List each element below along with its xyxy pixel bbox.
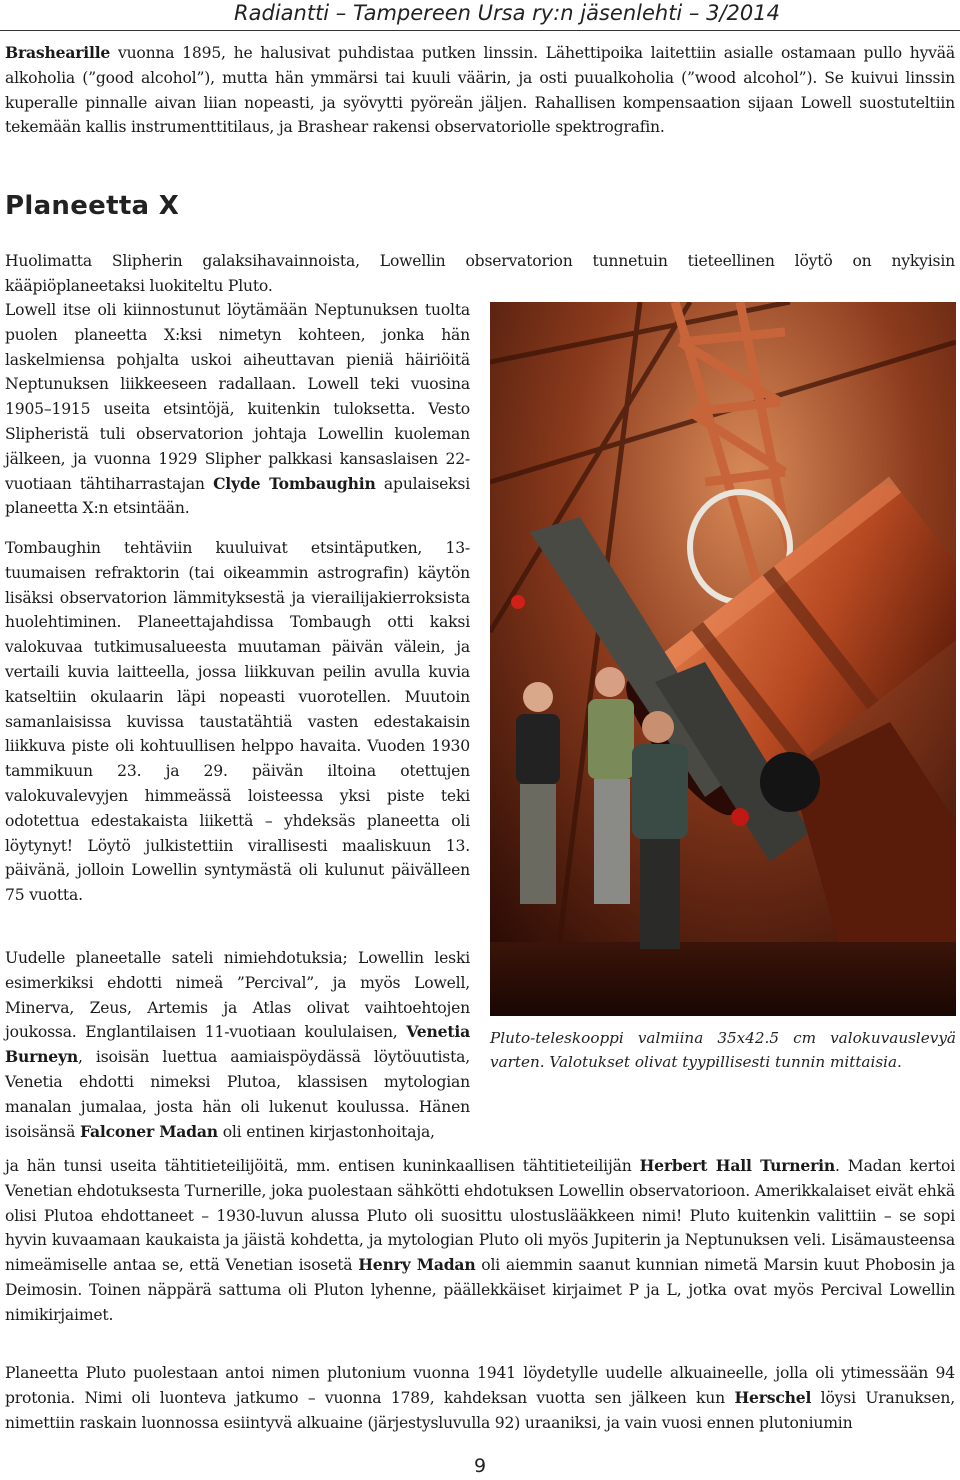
paragraph-naming-continued: ja hän tunsi useita tähtitieteilijöitä, mm. entisen kuninkaallisen tähtitieteilijän Herbert Hall Turnerin. Madan kertoi Venetian ehdotuksesta Turnerille, joka puolestaan sähkötti ehdotuksen Lowellin observatorioon. Amerikkalaiset eivät ehkä olisi Plutoa ehdottaneet – 1930-luvun alussa Pluto oli suosittu ulostuslääkkeen nimi! Pluto kuitenkin valittiin – se sopi hyvin kuvaamaan kaukaista ja jäistä kohdetta, ja mytologian Pluto oli myös Jupiterin ja Neptunuksen veli. Lisämausteensa nimeämiselle antaa se, että Venetian isosetä Henry Madan oli aiemmin saanut kunnian nimetä Marsin kuut Phobosin ja Deimosin. Toinen näppärä sattuma oli Pluton lyhenne, päällekkäiset kirjaimet P ja L, jotka ovat myös Percival Lowellin nimikirjaimet. <box>5 1156 955 1324</box>
paragraph-planet-x-intro: Huolimatta Slipherin galaksihavainnoista, Lowellin observatorion tunnetuin tieteellinen löytö on nykyisin kääpiöplaneetaksi luokiteltu Pluto. <box>5 252 955 295</box>
bold-name-turner: Herbert Hall Turnerin <box>639 1156 836 1175</box>
bold-name-herschel: Herschel <box>734 1387 812 1407</box>
paragraph-tombaugh-work: Tombaughin tehtäviin kuuluivat etsintäputken, 13-tuumaisen refraktorin (tai oikeammin astrografin) käytön lisäksi observatorion lämmityksestä ja vierailijakierroksista huolehtiminen. Planeettajahdissa Tombaugh otti kaksi valokuvaa tutkimusalueesta muutaman päivän välein, ja vertaili kuvia laitteella, jossa liikkuvan peilin avulla kuvia katseltiin okulaarin läpi nopeasti vuorotellen. Muutoin samanlaisissa kuvissa taustatähtiä vasten edestakaisin liikkuva piste oli kohtuullisen helppo havaita. Vuoden 1930 tammikuun 23. ja 29. päivän iltoina otettujen valokuvalevyjen himmeässä loisteessa yksi piste teki odotettua edestakaista liikettä – yhdeksäs planeetta oli löytynyt! Löytö julkistettiin virallisesti maaliskuun 13. päivänä, jolloin Lowellin syntymästä oli kulunut päivälleen 75 vuotta. <box>5 539 470 905</box>
paragraph-naming: Uudelle planeetalle sateli nimiehdotuksia; Lowellin leski esimerkiksi ehdotti nimeä ”Percival”, ja myös Lowell, Minerva, Zeus, Artemis ja Atlas olivat vaihtoehtojen joukossa. Englantilaisen 11-vuotiaan koululaisen, Venetia Burneyn, isoisän luettua aamiaispöydässä löytöuutista, Venetia ehdotti nimeksi Plutoa, klassisen mytologian manalan jumalaa, josta hän oli lukenut koulussa. Hänen isoisänsä Falconer Madan oli entinen kirjastonhoitaja, <box>5 949 470 1141</box>
bold-name-venetia: Venetia Burneyn <box>5 1022 470 1067</box>
magazine-title: Radiantti – Tampereen Ursa ry:n jäsenlehti – 3/2014 <box>234 1 780 25</box>
telescope-photo <box>490 302 956 1016</box>
photo-caption: Pluto-teleskooppi valmiina 35x42.5 cm valokuvauslevyä varten. Valotukset olivat tyypillisesti tunnin mittaisia. <box>490 1029 956 1071</box>
page-number: 9 <box>473 1455 487 1477</box>
page-header <box>0 0 960 31</box>
paragraph-brashear: Brashearille vuonna 1895, he halusivat puhdistaa putken linssin. Lähettipoika laitettiin asialle ostamaan pullo hyvää alkoholia (”good alcohol”), mutta hän ymmärsi tai kuuli väärin, ja osti puualkoholia (”wood alcohol”). Se kuivui linssin kuperalle pinnalle aivan liian nopeasti, ja syövytti pyöreän jäljen. Rahallisen kompensaation sijaan Lowell suostuteltiin tekemään kallis instrumenttitilaus, ja Brashear rakensi observatoriolle spektrografin. <box>5 43 955 137</box>
paragraph-planet-x-search: Lowell itse oli kiinnostunut löytämään Neptunuksen tuolta puolen planeetta X:ksi nimetyn kohteen, jonka hän laskelmiensa pohjalta uskoi aiheuttavan pieniä häiriöitä Neptunuksen liikkeeseen radallaan. Lowell teki vuosina 1905–1915 useita etsintöjä, kuitenkin tuloksetta. Vesto Slipheristä tuli observatorion johtaja Lowellin kuoleman jälkeen, ja vuonna 1929 Slipher palkkasi kansaslaisen 22-vuotiaan tähtiharrastajan Clyde Tombaughin apulaiseksi planeetta X:n etsintään. <box>5 301 470 518</box>
bold-name-henry-madan: Henry Madan <box>358 1255 476 1275</box>
bold-name-tombaugh: Clyde Tombaughin <box>213 473 376 493</box>
section-heading: Planeetta X <box>5 191 180 221</box>
bold-name-brashear: Brashearille <box>5 43 111 62</box>
paragraph-plutonium: Planeetta Pluto puolestaan antoi nimen plutonium vuonna 1941 löydetylle uudelle alkuaineelle, jolla oli ytimessään 94 protonia. Nimi oli luonteva jatkumo – vuonna 1789, kahdeksan vuotta sen jälkeen kun Herschel löysi Uranuksen, nimettiin raskain luonnossa esiintyvä alkuaine (järjestysluvulla 92) uraaniksi, ja vain vuosi ennen plutoniumin <box>5 1364 955 1432</box>
bold-name-falconer: Falconer Madan <box>79 1121 218 1141</box>
